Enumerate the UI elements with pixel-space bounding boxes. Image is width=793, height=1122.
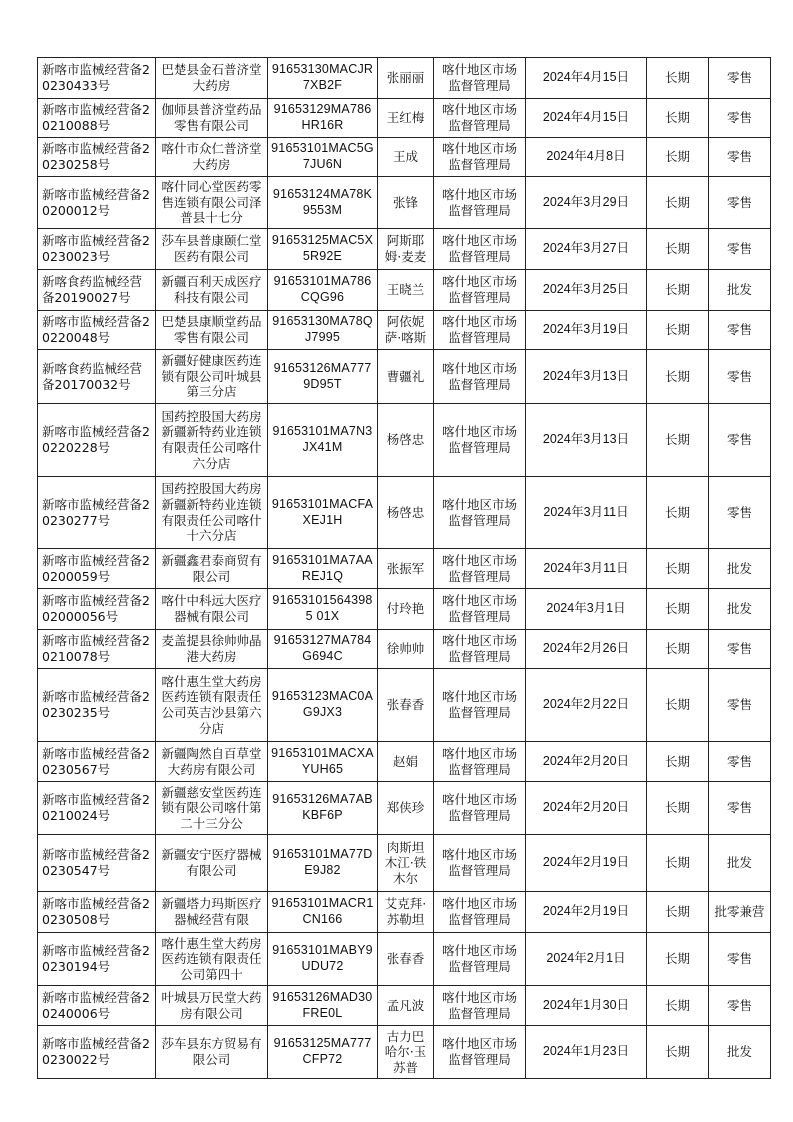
- table-cell: 批发: [709, 1026, 771, 1079]
- table-row: [38, 270, 771, 311]
- table-cell: 喀什地区市场监督管理局: [434, 933, 526, 986]
- table-cell: 长期: [647, 742, 709, 782]
- table-cell: 零售: [709, 477, 771, 549]
- table-cell: 喀什地区市场监督管理局: [434, 311, 526, 350]
- table-cell: 王红梅: [378, 99, 434, 138]
- table-cell: 零售: [709, 58, 771, 99]
- table-cell: 付玲艳: [378, 589, 434, 630]
- table-cell: 新喀市监械经营备20230258号: [38, 138, 156, 177]
- table-cell: 喀什地区市场监督管理局: [434, 138, 526, 177]
- table-cell: 91653123MAC0AG9JX3: [268, 669, 378, 742]
- table-row: [38, 782, 771, 835]
- table-cell: 2024年3月13日: [526, 404, 647, 477]
- table-cell: 零售: [709, 782, 771, 835]
- table-cell: 新疆鑫君泰商贸有限公司: [156, 549, 268, 589]
- table-row: [38, 669, 771, 742]
- table-cell: 长期: [647, 549, 709, 589]
- table-cell: 王成: [378, 138, 434, 177]
- table-row: [38, 404, 771, 477]
- table-cell: 零售: [709, 311, 771, 350]
- table-cell: 2024年3月11日: [526, 549, 647, 589]
- table-cell: 新喀市监械经营备202000056号: [38, 589, 156, 630]
- table-cell: 新喀市监械经营备20230022号: [38, 1026, 156, 1079]
- table-cell: 长期: [647, 986, 709, 1026]
- table-cell: 新喀市监械经营备20230235号: [38, 669, 156, 742]
- table-cell: 91653126MAD30FRE0L: [268, 986, 378, 1026]
- table-cell: 零售: [709, 177, 771, 229]
- table-cell: 2024年3月19日: [526, 311, 647, 350]
- table-cell: 新喀食药监械经营备20190027号: [38, 270, 156, 311]
- table-cell: 批发: [709, 589, 771, 630]
- table-cell: 曹疆礼: [378, 350, 434, 404]
- table-row: [38, 892, 771, 933]
- table-cell: 喀什地区市场监督管理局: [434, 549, 526, 589]
- table-cell: 喀什地区市场监督管理局: [434, 350, 526, 404]
- table-cell: 916531015643985 01X: [268, 589, 378, 630]
- table-cell: 新喀市监械经营备20230194号: [38, 933, 156, 986]
- table-cell: 长期: [647, 229, 709, 270]
- table-row: [38, 986, 771, 1026]
- table-cell: 喀什惠生堂大药房医药连锁有限责任公司英吉沙县第六分店: [156, 669, 268, 742]
- table-cell: 国药控股国大药房新疆新特药业连锁有限责任公司喀什六分店: [156, 404, 268, 477]
- table-cell: 91653101MA7AAREJ1Q: [268, 549, 378, 589]
- table-row: [38, 138, 771, 177]
- table-cell: 孟凡波: [378, 986, 434, 1026]
- table-cell: 零售: [709, 404, 771, 477]
- table-cell: 新喀市监械经营备20220228号: [38, 404, 156, 477]
- table-cell: 王晓兰: [378, 270, 434, 311]
- table-cell: 长期: [647, 311, 709, 350]
- table-cell: 新疆陶然自百草堂大药房有限公司: [156, 742, 268, 782]
- table-row: [38, 311, 771, 350]
- table-cell: 2024年2月19日: [526, 892, 647, 933]
- document-page: [37, 57, 771, 1079]
- table-cell: 喀什地区市场监督管理局: [434, 177, 526, 229]
- table-cell: 新喀市监械经营备20230547号: [38, 835, 156, 892]
- table-row: [38, 549, 771, 589]
- table-cell: 新喀市监械经营备20240006号: [38, 986, 156, 1026]
- registration-table: [37, 57, 771, 1079]
- table-cell: 喀什地区市场监督管理局: [434, 742, 526, 782]
- table-row: [38, 350, 771, 404]
- table-cell: 莎车县普康颐仁堂医药有限公司: [156, 229, 268, 270]
- table-cell: 2024年2月26日: [526, 630, 647, 669]
- table-cell: 张春香: [378, 669, 434, 742]
- table-cell: 新喀市监械经营备20230277号: [38, 477, 156, 549]
- table-cell: 批零兼营: [709, 892, 771, 933]
- table-cell: 长期: [647, 630, 709, 669]
- table-cell: 肉斯坦木江·铁木尔: [378, 835, 434, 892]
- table-cell: 长期: [647, 933, 709, 986]
- table-cell: 2024年3月11日: [526, 477, 647, 549]
- table-row: [38, 1026, 771, 1079]
- table-cell: 新喀市监械经营备20230567号: [38, 742, 156, 782]
- table-cell: 新疆安宁医疗器械有限公司: [156, 835, 268, 892]
- table-cell: 古力巴哈尔·玉苏普: [378, 1026, 434, 1079]
- table-cell: 艾克拜·苏勒坦: [378, 892, 434, 933]
- table-row: [38, 477, 771, 549]
- table-row: [38, 630, 771, 669]
- table-cell: 喀什地区市场监督管理局: [434, 229, 526, 270]
- table-cell: 喀什市众仁普济堂大药房: [156, 138, 268, 177]
- table-row: [38, 933, 771, 986]
- table-cell: 2024年1月23日: [526, 1026, 647, 1079]
- table-body: [38, 58, 771, 1079]
- table-cell: 新喀市监械经营备20200059号: [38, 549, 156, 589]
- table-cell: 巴楚县康顺堂药品零售有限公司: [156, 311, 268, 350]
- table-cell: 91653101MACFAXEJ1H: [268, 477, 378, 549]
- table-cell: 喀什地区市场监督管理局: [434, 630, 526, 669]
- table-cell: 零售: [709, 138, 771, 177]
- table-cell: 长期: [647, 58, 709, 99]
- table-cell: 喀什地区市场监督管理局: [434, 669, 526, 742]
- table-cell: 91653124MA78K9553M: [268, 177, 378, 229]
- table-cell: 阿依妮萨·喀斯: [378, 311, 434, 350]
- table-cell: 2024年2月20日: [526, 782, 647, 835]
- table-cell: 徐帅帅: [378, 630, 434, 669]
- table-row: [38, 58, 771, 99]
- table-cell: 91653126MA7779D95T: [268, 350, 378, 404]
- table-row: [38, 99, 771, 138]
- table-cell: 2024年2月20日: [526, 742, 647, 782]
- table-cell: 零售: [709, 630, 771, 669]
- table-cell: 2024年2月19日: [526, 835, 647, 892]
- table-cell: 长期: [647, 589, 709, 630]
- table-cell: 国药控股国大药房新疆新特药业连锁有限责任公司喀什十六分店: [156, 477, 268, 549]
- table-cell: 新喀市监械经营备20220048号: [38, 311, 156, 350]
- table-cell: 叶城县万民堂大药房有限公司: [156, 986, 268, 1026]
- table-cell: 巴楚县金石普济堂大药房: [156, 58, 268, 99]
- table-cell: 长期: [647, 477, 709, 549]
- table-cell: 喀什地区市场监督管理局: [434, 270, 526, 311]
- table-cell: 零售: [709, 742, 771, 782]
- table-cell: 张丽丽: [378, 58, 434, 99]
- table-cell: 赵娟: [378, 742, 434, 782]
- table-cell: 新喀市监械经营备20230433号: [38, 58, 156, 99]
- table-cell: 长期: [647, 835, 709, 892]
- table-cell: 零售: [709, 986, 771, 1026]
- table-cell: 零售: [709, 933, 771, 986]
- table-cell: 长期: [647, 270, 709, 311]
- table-cell: 长期: [647, 782, 709, 835]
- table-cell: 新喀市监械经营备20230023号: [38, 229, 156, 270]
- table-cell: 杨啓忠: [378, 404, 434, 477]
- table-cell: 长期: [647, 892, 709, 933]
- table-cell: 2024年4月15日: [526, 58, 647, 99]
- table-cell: 新喀市监械经营备20210024号: [38, 782, 156, 835]
- table-cell: 2024年3月27日: [526, 229, 647, 270]
- table-cell: 91653101MAC5G7JU6N: [268, 138, 378, 177]
- table-cell: 阿斯耶姆·麦麦: [378, 229, 434, 270]
- table-cell: 91653101MABY9UDU72: [268, 933, 378, 986]
- table-cell: 2024年3月25日: [526, 270, 647, 311]
- table-cell: 喀什惠生堂大药房医药连锁有限责任公司第四十: [156, 933, 268, 986]
- table-cell: 91653101MA786CQG96: [268, 270, 378, 311]
- table-cell: 杨啓忠: [378, 477, 434, 549]
- table-cell: 91653129MA786HR16R: [268, 99, 378, 138]
- table-row: [38, 835, 771, 892]
- table-cell: 91653125MAC5X5R92E: [268, 229, 378, 270]
- table-cell: 新喀食药监械经营备20170032号: [38, 350, 156, 404]
- table-cell: 91653101MACXAYUH65: [268, 742, 378, 782]
- table-cell: 郑侠珍: [378, 782, 434, 835]
- table-cell: 长期: [647, 138, 709, 177]
- table-cell: 91653101MA77DE9J82: [268, 835, 378, 892]
- table-cell: 莎车县东方贸易有限公司: [156, 1026, 268, 1079]
- table-cell: 喀什地区市场监督管理局: [434, 986, 526, 1026]
- table-row: [38, 742, 771, 782]
- table-cell: 长期: [647, 350, 709, 404]
- table-cell: 2024年3月29日: [526, 177, 647, 229]
- table-cell: 喀什地区市场监督管理局: [434, 99, 526, 138]
- table-cell: 91653101MACR1CN166: [268, 892, 378, 933]
- table-cell: 新疆好健康医药连锁有限公司叶城县第三分店: [156, 350, 268, 404]
- table-cell: 零售: [709, 350, 771, 404]
- table-cell: 新疆慈安堂医药连锁有限公司喀什第二十三分公: [156, 782, 268, 835]
- table-cell: 批发: [709, 270, 771, 311]
- table-cell: 长期: [647, 669, 709, 742]
- table-cell: 麦盖提县徐帅帅晶港大药房: [156, 630, 268, 669]
- table-cell: 长期: [647, 177, 709, 229]
- table-cell: 新喀市监械经营备20210088号: [38, 99, 156, 138]
- table-cell: 91653130MACJR7XB2F: [268, 58, 378, 99]
- table-cell: 张锋: [378, 177, 434, 229]
- table-cell: 伽师县普济堂药品零售有限公司: [156, 99, 268, 138]
- table-cell: 零售: [709, 229, 771, 270]
- table-cell: 2024年2月22日: [526, 669, 647, 742]
- table-cell: 喀什同心堂医药零售连锁有限公司泽普县十七分: [156, 177, 268, 229]
- table-cell: 2024年2月1日: [526, 933, 647, 986]
- table-cell: 2024年4月15日: [526, 99, 647, 138]
- table-cell: 长期: [647, 1026, 709, 1079]
- table-cell: 2024年3月13日: [526, 350, 647, 404]
- table-cell: 张春香: [378, 933, 434, 986]
- table-cell: 喀什地区市场监督管理局: [434, 835, 526, 892]
- table-cell: 喀什地区市场监督管理局: [434, 589, 526, 630]
- table-cell: 喀什地区市场监督管理局: [434, 477, 526, 549]
- table-cell: 张振军: [378, 549, 434, 589]
- table-cell: 新疆百利天成医疗科技有限公司: [156, 270, 268, 311]
- table-cell: 2024年4月8日: [526, 138, 647, 177]
- table-cell: 新喀市监械经营备20210078号: [38, 630, 156, 669]
- table-cell: 新疆塔力玛斯医疗器械经营有限: [156, 892, 268, 933]
- table-cell: 批发: [709, 549, 771, 589]
- table-cell: 91653130MA78QJ7995: [268, 311, 378, 350]
- table-cell: 喀什中科远大医疗器械有限公司: [156, 589, 268, 630]
- table-cell: 91653125MA777CFP72: [268, 1026, 378, 1079]
- table-cell: 2024年1月30日: [526, 986, 647, 1026]
- table-cell: 91653101MA7N3JX41M: [268, 404, 378, 477]
- table-cell: 喀什地区市场监督管理局: [434, 58, 526, 99]
- table-cell: 2024年3月1日: [526, 589, 647, 630]
- table-cell: 新喀市监械经营备20230508号: [38, 892, 156, 933]
- table-cell: 喀什地区市场监督管理局: [434, 782, 526, 835]
- table-cell: 长期: [647, 99, 709, 138]
- table-cell: 新喀市监械经营备20200012号: [38, 177, 156, 229]
- table-cell: 喀什地区市场监督管理局: [434, 404, 526, 477]
- table-cell: 喀什地区市场监督管理局: [434, 1026, 526, 1079]
- table-cell: 零售: [709, 669, 771, 742]
- table-cell: 长期: [647, 404, 709, 477]
- table-cell: 91653127MA784G694C: [268, 630, 378, 669]
- table-row: [38, 589, 771, 630]
- table-row: [38, 229, 771, 270]
- table-cell: 批发: [709, 835, 771, 892]
- table-row: [38, 177, 771, 229]
- table-cell: 91653126MA7ABKBF6P: [268, 782, 378, 835]
- table-cell: 零售: [709, 99, 771, 138]
- table-cell: 喀什地区市场监督管理局: [434, 892, 526, 933]
